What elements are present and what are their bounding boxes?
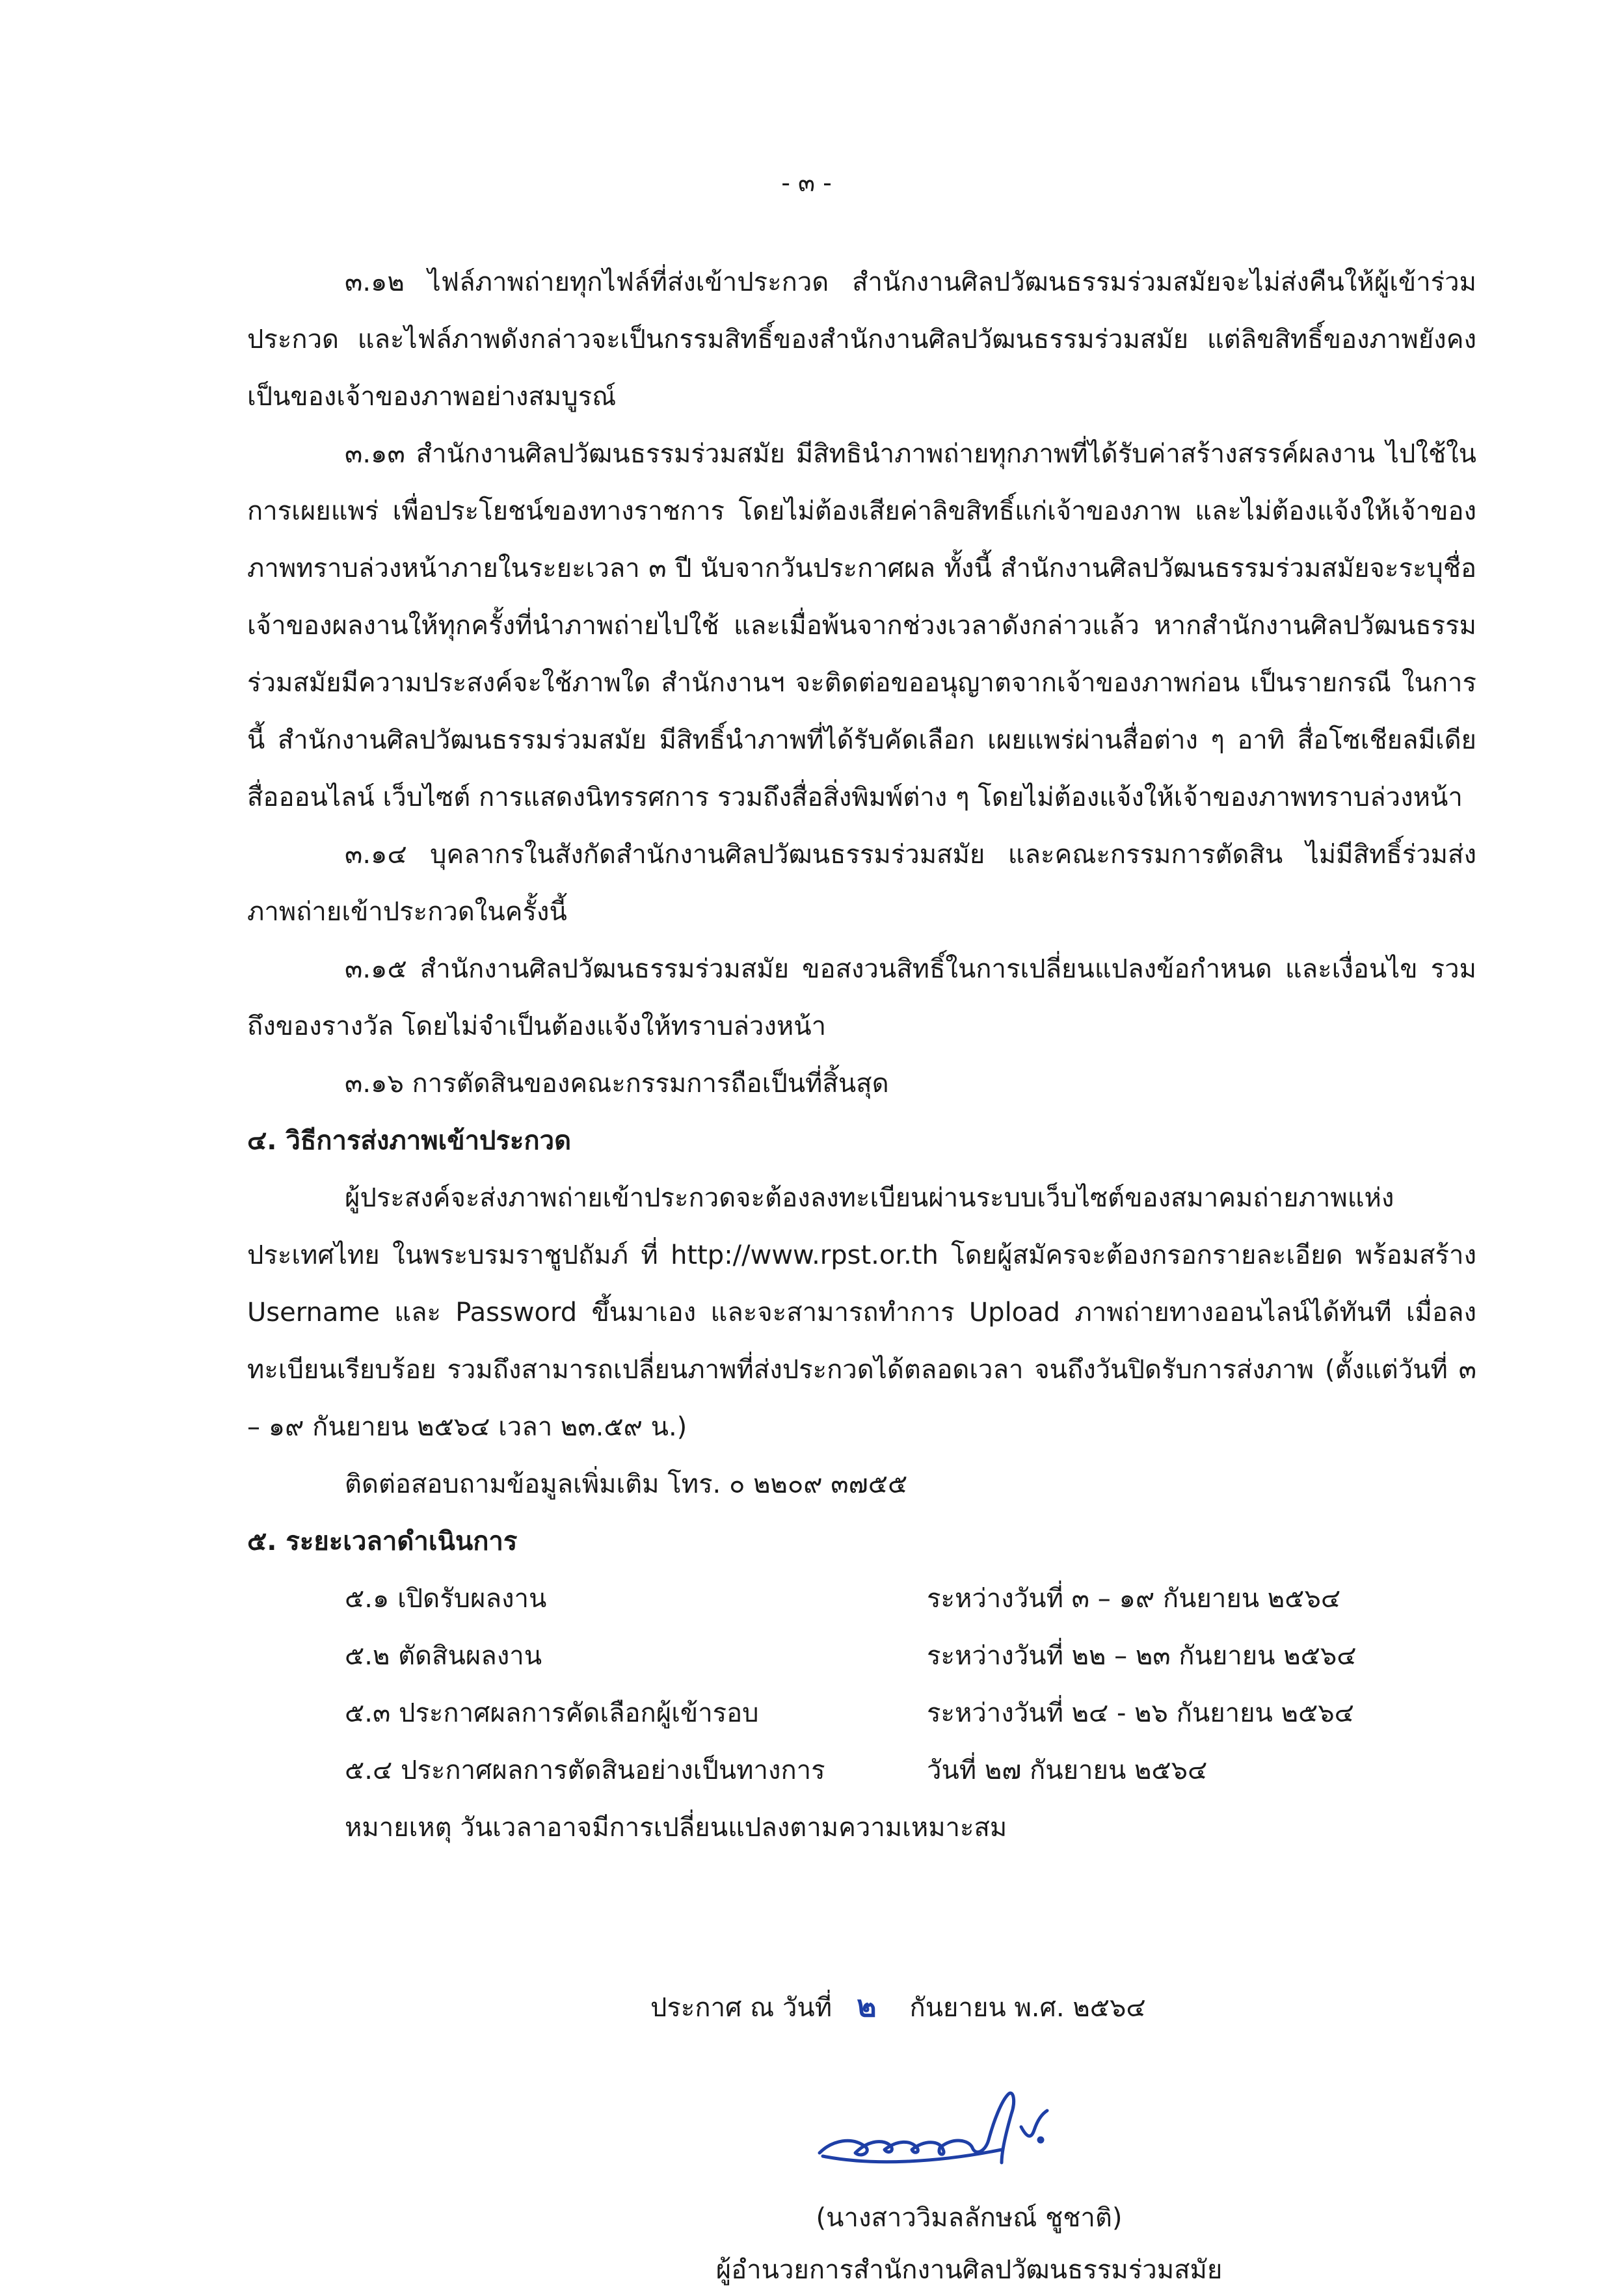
schedule-period: วันที่ ๒๗ กันยายน ๒๕๖๔ xyxy=(927,1755,1208,1785)
document-body xyxy=(247,254,1476,1856)
announcement-day: ๒ xyxy=(857,1988,877,2023)
signer-block xyxy=(702,2192,1236,2296)
clause-3-15: ๓.๑๕ สำนักงานศิลปวัฒนธรรมร่วมสมัย ขอสงวนสิทธิ์ในการเปลี่ยนแปลงข้อกำหนด และเงื่อนไข รวมถึงของรางวัล โดยไม่จำเป็นต้องแจ้งให้ทราบล่วงหน้า xyxy=(247,954,1476,1041)
announcement-suffix: กันยายน พ.ศ. ๒๕๖๔ xyxy=(909,1993,1146,2023)
schedule-row xyxy=(247,1627,1476,1685)
schedule-table xyxy=(247,1570,1476,1799)
schedule-period: ระหว่างวันที่ ๓ – ๑๙ กันยายน ๒๕๖๔ xyxy=(927,1584,1341,1614)
schedule-period: ระหว่างวันที่ ๒๔ - ๒๖ กันยายน ๒๕๖๔ xyxy=(927,1698,1354,1728)
schedule-row xyxy=(247,1685,1476,1742)
schedule-row xyxy=(247,1570,1476,1627)
page-number: - ๓ - xyxy=(781,168,832,197)
signer-name: (นางสาววิมลลักษณ์ ชูชาติ) xyxy=(816,2203,1123,2233)
signer-position: ผู้อำนวยการสำนักงานศิลปวัฒนธรรมร่วมสมัย xyxy=(715,2255,1223,2285)
schedule-item: ๕.๔ ประกาศผลการตัดสินอย่างเป็นทางการ xyxy=(345,1755,825,1785)
schedule-note: หมายเหตุ วันเวลาอาจมีการเปลี่ยนแปลงตามความเหมาะสม xyxy=(345,1813,1007,1843)
schedule-row xyxy=(247,1742,1476,1799)
clause-3-13: ๓.๑๓ สำนักงานศิลปวัฒนธรรมร่วมสมัย มีสิทธินำภาพถ่ายทุกภาพที่ได้รับค่าสร้างสรรค์ผลงาน ไปใช้ในการเผยแพร่ เพื่อประโยชน์ของทางราชการ โดยไม่ต้องเสียค่าลิขสิทธิ์แก่เจ้าของภาพ และไม่ต้องแจ้งให้เจ้าของภาพทราบล่วงหน้าภายในระยะเวลา ๓ ปี นับจากวันประกาศผล ทั้งนี้ สำนักงานศิลปวัฒนธรรมร่วมสมัยจะระบุชื่อเจ้าของผลงานให้ทุกครั้งที่นำภาพถ่ายไปใช้ และเมื่อพ้นจากช่วงเวลาดังกล่าวแล้ว หากสำนักงานศิลปวัฒนธรรมร่วมสมัยมีความประสงค์จะใช้ภาพใด สำนักงานฯ จะติดต่อขออนุญาตจากเจ้าของภาพก่อน เป็นรายกรณี ในการนี้ สำนักงานศิลปวัฒนธรรมร่วมสมัย มีสิทธิ์นำภาพที่ได้รับคัดเลือก เผยแพร่ผ่านสื่อต่าง ๆ อาทิ สื่อโซเชียลมีเดีย สื่อออนไลน์ เว็บไซต์ การแสดงนิทรรศการ รวมถึงสื่อสิ่งพิมพ์ต่าง ๆ โดยไม่ต้องแจ้งให้เจ้าของภาพทราบล่วงหน้า xyxy=(247,439,1476,812)
schedule-item: ๕.๒ ตัดสินผลงาน xyxy=(345,1641,542,1671)
clause-3-16: ๓.๑๖ การตัดสินของคณะกรรมการถือเป็นที่สิ้นสุด xyxy=(345,1069,889,1099)
section-4-body: ผู้ประสงค์จะส่งภาพถ่ายเข้าประกวดจะต้องลงทะเบียนผ่านระบบเว็บไซต์ของสมาคมถ่ายภาพแห่งประเทศไทย ในพระบรมราชูปถัมภ์ ที่ http://www.rpst.or.th โดยผู้สมัครจะต้องกรอกรายละเอียด พร้อมสร้าง Username และ Password ขึ้นมาเอง และจะสามารถทำการ Upload ภาพถ่ายทางออนไลน์ได้ทันที เมื่อลงทะเบียนเรียบร้อย รวมถึงสามารถเปลี่ยนภาพที่ส่งประกวดได้ตลอดเวลา จนถึงวันปิดรับการส่งภาพ (ตั้งแต่วันที่ ๓ – ๑๙ กันยายน ๒๕๖๔ เวลา ๒๓.๕๙ น.) xyxy=(247,1183,1476,1442)
contact-line: ติดต่อสอบถามข้อมูลเพิ่มเติม โทร. ๐ ๒๒๐๙ ๓๗๕๕ xyxy=(345,1469,908,1499)
clause-3-12: ๓.๑๒ ไฟล์ภาพถ่ายทุกไฟล์ที่ส่งเข้าประกวด สำนักงานศิลปวัฒนธรรมร่วมสมัยจะไม่ส่งคืนให้ผู้เข้าร่วมประกวด และไฟล์ภาพดังกล่าวจะเป็นกรรมสิทธิ์ของสำนักงานศิลปวัฒนธรรมร่วมสมัย แต่ลิขสิทธิ์ของภาพยังคงเป็นของเจ้าของภาพอย่างสมบูรณ์ xyxy=(247,267,1476,412)
section-5-heading: ๕. ระยะเวลาดำเนินการ xyxy=(247,1527,518,1556)
schedule-period: ระหว่างวันที่ ๒๒ – ๒๓ กันยายน ๒๕๖๔ xyxy=(927,1641,1357,1671)
schedule-item: ๕.๓ ประกาศผลการคัดเลือกผู้เข้ารอบ xyxy=(345,1698,759,1728)
announcement-date xyxy=(650,1977,1146,2036)
schedule-item: ๕.๑ เปิดรับผลงาน xyxy=(345,1584,547,1614)
section-4-heading: ๔. วิธีการส่งภาพเข้าประกวด xyxy=(247,1126,572,1156)
announcement-prefix: ประกาศ ณ วันที่ xyxy=(650,1993,833,2023)
signature-image xyxy=(806,2075,1067,2185)
clause-3-14: ๓.๑๔ บุคลากรในสังกัดสำนักงานศิลปวัฒนธรรมร่วมสมัย และคณะกรรมการตัดสิน ไม่มีสิทธิ์ร่วมส่งภาพถ่ายเข้าประกวดในครั้งนี้ xyxy=(247,840,1476,927)
